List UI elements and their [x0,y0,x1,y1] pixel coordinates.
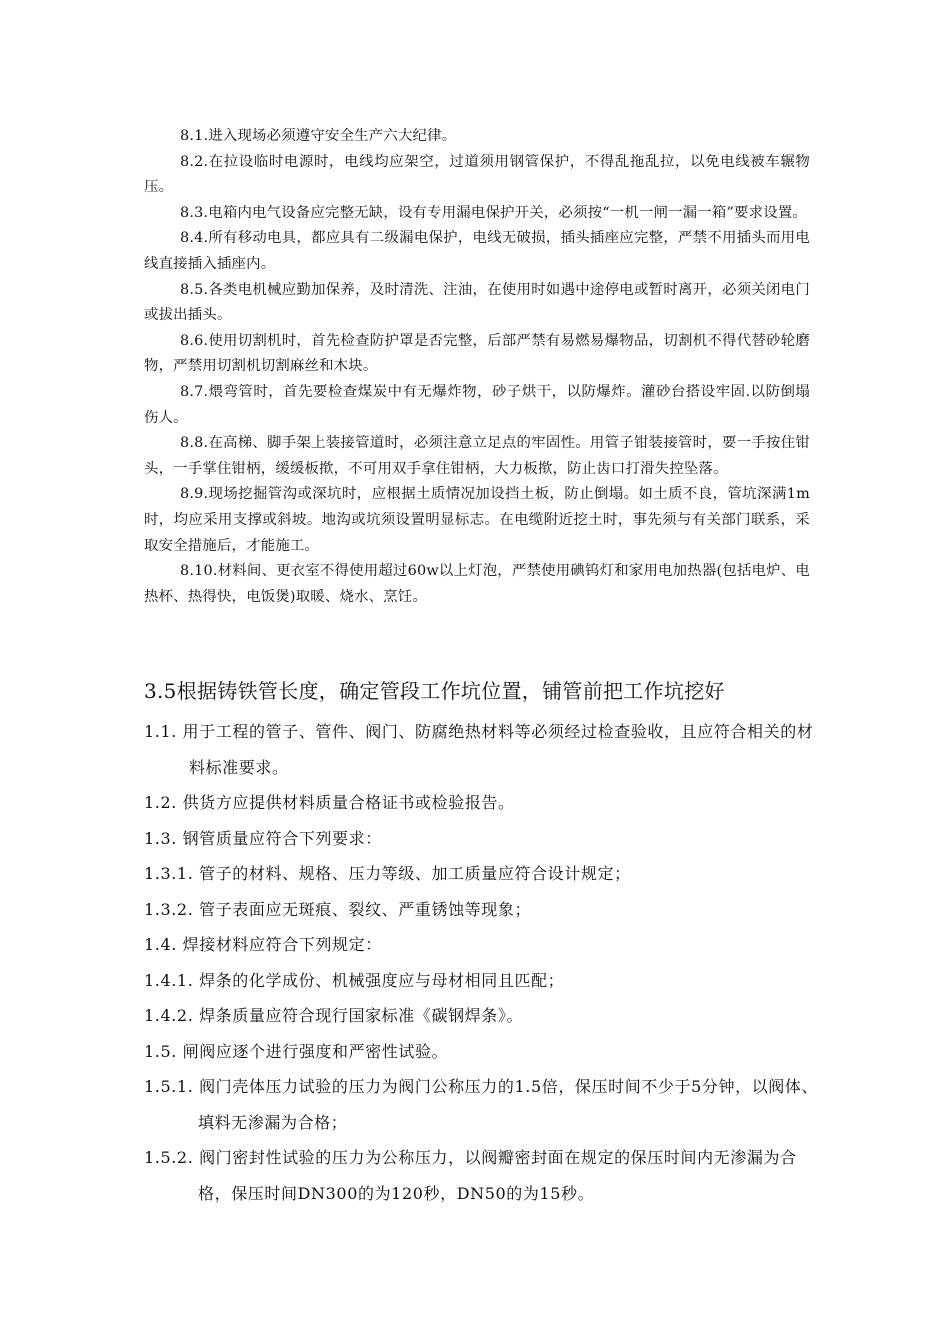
list-item: 1.5.1. 阀门壳体压力试验的压力为阀门公称压力的1.5倍，保压时间不少于5分钟，以阀体、填料无渗漏为合格； [144,1077,819,1132]
list-item: 1.4. 焊接材料应符合下列规定： [144,935,382,954]
rule-paragraph: 8.5.各类电机械应勤加保养，及时清洗、注油，在使用时如遇中途停电或暂时离开，必须关闭电门或拔出插头。 [144,281,810,324]
list-item: 1.1. 用于工程的管子、管件、阀门、防腐绝热材料等必须经过检查验收，且应符合相关的材料标准要求。 [144,722,814,777]
section-heading: 3.5根据铸铁管长度，确定管段工作坑位置，铺管前把工作坑挖好 [144,679,725,703]
requirements-list [144,714,824,1211]
list-item: 1.3. 钢管质量应符合下列要求： [144,828,382,848]
list-item: 1.3.2. 管子表面应无斑痕、裂纹、严重锈蚀等现象； [144,899,532,919]
rule-paragraph: 8.2.在拉设临时电源时，电线均应架空，过道须用钢管保护，不得乱拖乱拉，以免电线被车辗物压。 [144,153,810,196]
section-3-5 [144,676,824,1211]
rule-paragraph: 8.3.电箱内电气设备应完整无缺，设有专用漏电保护开关，必须按“一机一闸一漏一箱”要求设置。 [180,204,808,221]
rule-paragraph: 8.8.在高梯、脚手架上装接管道时，必须注意立足点的牢固性。用管子钳装接管时，要一手按住钳头，一手掌住钳柄，缓缓板揿，不可用双手拿住钳柄，大力板揿，防止齿口打滑失控坠落。 [144,435,810,477]
list-item: 1.3.1. 管子的材料、规格、压力等级、加工质量应符合设计规定； [144,864,631,883]
list-item: 1.5. 闸阀应逐个进行强度和严密性试验。 [144,1041,449,1061]
list-item: 1.4.1. 焊条的化学成份、机械强度应与母材相同且匹配； [144,970,565,990]
list-item: 1.5.2. 阀门密封性试验的压力为公称压力，以阀瓣密封面在规定的保压时间内无渗漏为合格，保压时间DN300的为120秒，DN50的为15秒。 [144,1148,797,1203]
safety-rules-list [144,124,810,610]
rule-paragraph: 8.6.使用切割机时，首先检查防护罩是否完整，后部严禁有易燃易爆物品，切割机不得代替砂轮磨物，严禁用切割机切割麻丝和木块。 [144,332,810,375]
rule-paragraph: 8.7.煨弯管时，首先要检查煤炭中有无爆炸物，砂子烘干，以防爆炸。灌砂台搭设牢固.以防倒塌伤人。 [144,383,810,426]
rule-paragraph: 8.9.现场挖掘管沟或深坑时，应根据土质情况加设挡土板，防止倒塌。如土质不良，管坑深满1m时，均应采用支撑或斜坡。地沟或坑须设置明显标志。在电缆附近挖土时，事先须与有关部门联系，采取安全措施后，才能施工。 [144,486,810,554]
list-item: 1.2. 供货方应提供材料质量合格证书或检验报告。 [144,793,515,812]
list-item: 1.4.2. 焊条质量应符合现行国家标准《碳钢焊条》。 [144,1006,524,1025]
rule-paragraph: 8.1.进入现场必须遵守安全生产六大纪律。 [180,128,457,144]
rule-paragraph: 8.10.材料间、更衣室不得使用超过60w以上灯泡，严禁使用碘钨灯和家用电加热器(包括电炉、电热杯、热得快，电饭煲)取暖、烧水、烹饪。 [144,563,810,605]
rule-paragraph: 8.4.所有移动电具，都应具有二级漏电保护，电线无破损，插头插座应完整，严禁不用插头而用电线直接插入插座内。 [144,230,810,272]
